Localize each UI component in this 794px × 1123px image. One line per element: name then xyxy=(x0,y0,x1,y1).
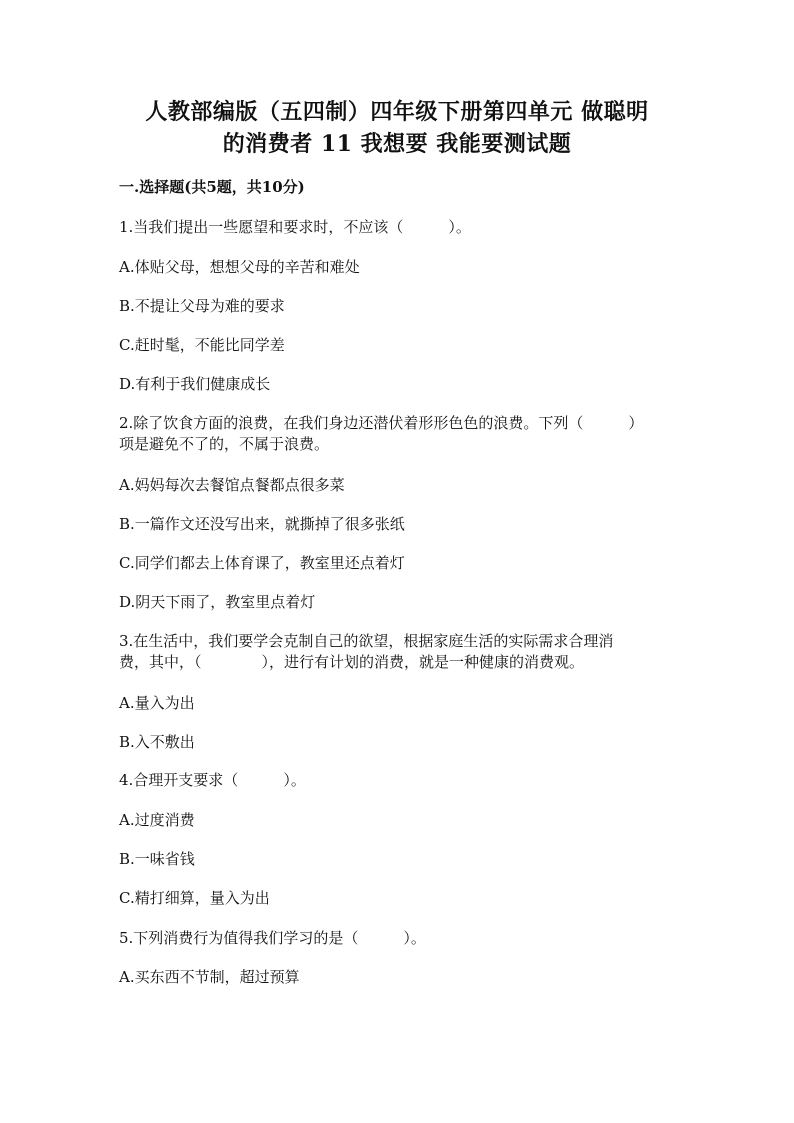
question-5-stem-line-1: 5.下列消费行为值得我们学习的是（ ）。 xyxy=(119,929,426,947)
question-4-option-a: A.过度消费 xyxy=(119,811,195,829)
question-3-option-a: A.量入为出 xyxy=(119,694,195,712)
question-2-option-c: C.同学们都去上体育课了，教室里还点着灯 xyxy=(119,554,405,572)
question-1-stem xyxy=(119,217,471,238)
question-3-stem xyxy=(119,631,613,673)
question-1-option-b: B.不提让父母为难的要求 xyxy=(119,297,285,315)
section-heading: 一.选择题(共5题，共10分) xyxy=(119,178,305,196)
question-1-option-a: A.体贴父母，想想父母的辛苦和难处 xyxy=(119,258,360,276)
question-5-stem xyxy=(119,928,426,949)
question-1-stem-line-1: 1.当我们提出一些愿望和要求时，不应该（ ）。 xyxy=(119,218,471,236)
question-4-option-c: C.精打细算，量入为出 xyxy=(119,889,270,907)
question-4-stem xyxy=(119,770,306,791)
question-3-option-b: B.入不敷出 xyxy=(119,733,195,751)
question-1-option-c: C.赶时髦，不能比同学差 xyxy=(119,336,285,354)
question-4-option-b: B.一味省钱 xyxy=(119,850,195,868)
page-title-line-2: 的消费者 11 我想要 我能要测试题 xyxy=(222,131,572,157)
question-4-stem-line-1: 4.合理开支要求（ ）。 xyxy=(119,771,306,789)
question-3-stem-line-1: 3.在生活中，我们要学会克制自己的欲望，根据家庭生活的实际需求合理消 xyxy=(119,632,614,650)
question-1-option-d: D.有利于我们健康成长 xyxy=(119,375,271,393)
question-2-stem-line-2: 项是避免不了的，不属于浪费。 xyxy=(119,435,330,453)
question-2-stem-line-1: 2.除了饮食方面的浪费，在我们身边还潜伏着形形色色的浪费。下列（ ） xyxy=(119,414,644,432)
question-3-stem-line-2: 费，其中，（ ），进行有计划的消费，就是一种健康的消费观。 xyxy=(119,653,585,671)
question-5-option-a: A.买东西不节制，超过预算 xyxy=(119,968,300,986)
question-2-option-d: D.阴天下雨了，教室里点着灯 xyxy=(119,593,316,611)
question-2-option-a: A.妈妈每次去餐馆点餐都点很多菜 xyxy=(119,476,345,494)
question-2-option-b: B.一篇作文还没写出来，就撕掉了很多张纸 xyxy=(119,515,405,533)
page-title-line-1: 人教部编版（五四制）四年级下册第四单元 做聪明 xyxy=(145,99,649,125)
question-2-stem xyxy=(119,413,643,455)
